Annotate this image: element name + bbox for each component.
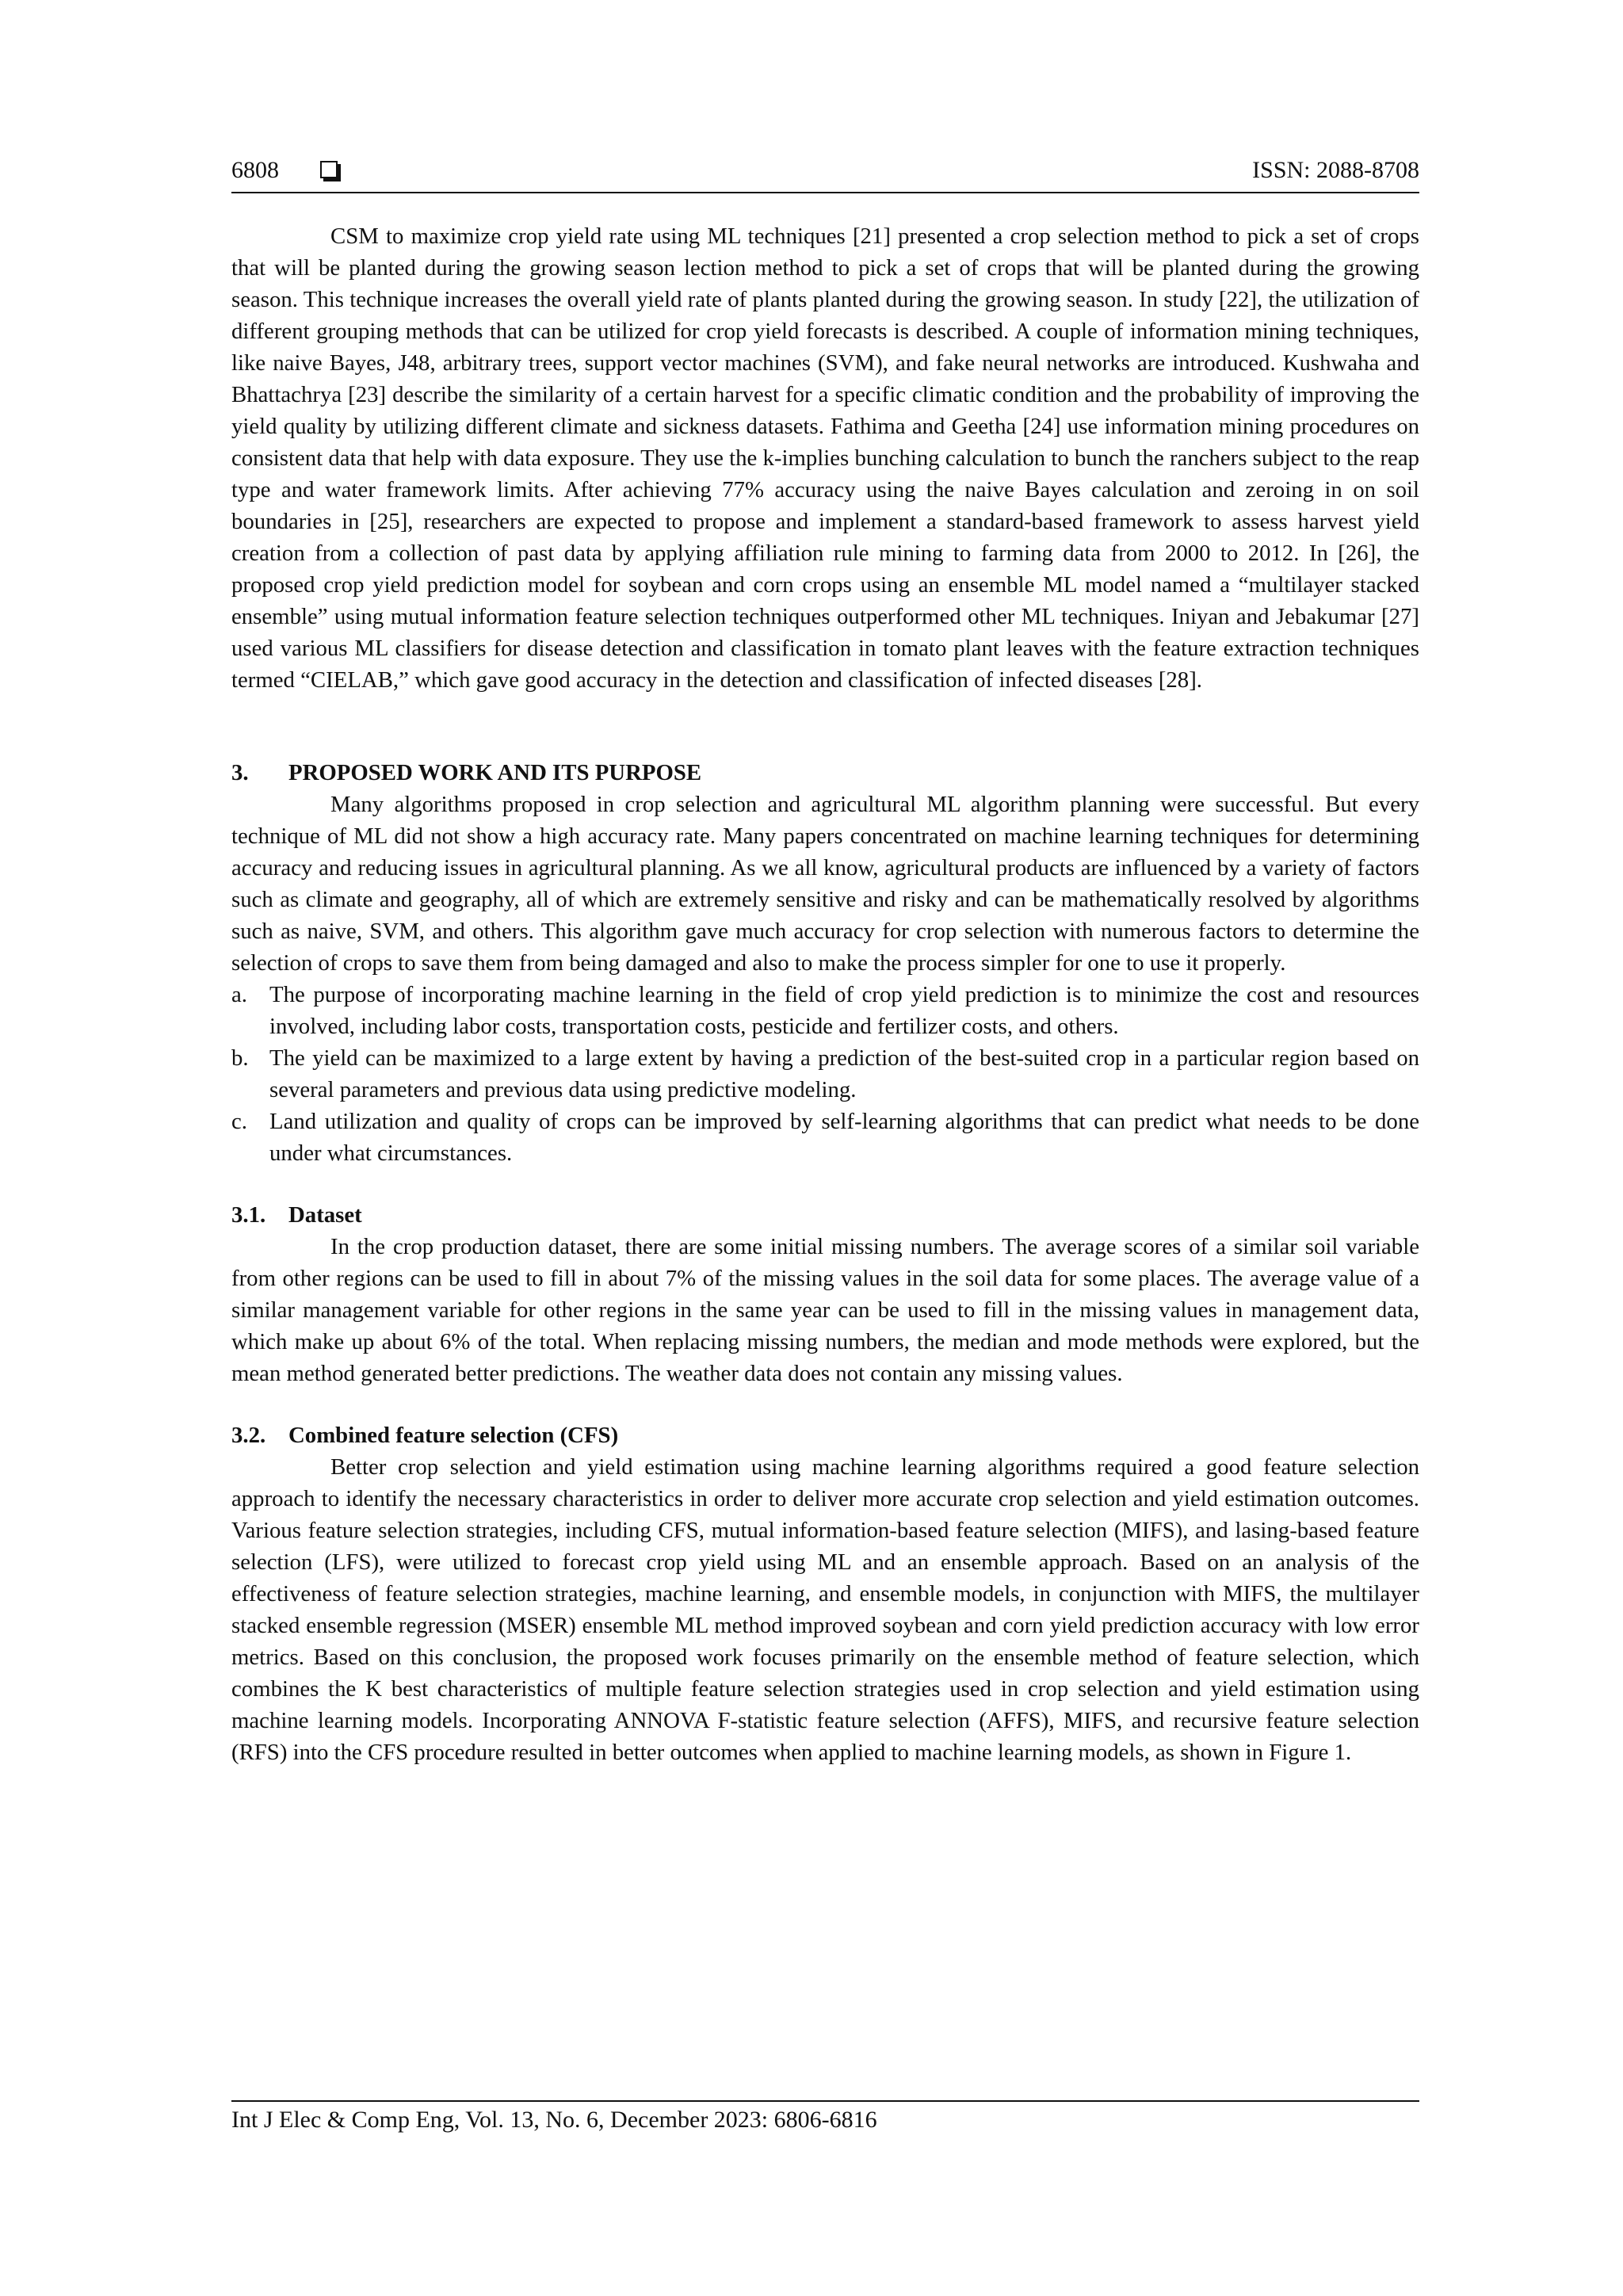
list-item-text: Land utilization and quality of crops can be improved by self-learning algorithms that can predict what needs to be done under what circumstances. xyxy=(269,1109,1419,1166)
section-3-1-heading xyxy=(231,1199,1419,1231)
square-bullet-icon xyxy=(320,161,338,178)
section-3-heading xyxy=(231,757,1419,789)
purpose-list xyxy=(231,979,1419,1169)
section-3-2-title: Combined feature selection (CFS) xyxy=(288,1423,619,1448)
page-header xyxy=(231,154,1419,193)
section-3-1-number: 3.1. xyxy=(231,1202,266,1228)
section-3-2-number: 3.2. xyxy=(231,1423,266,1448)
list-item xyxy=(231,1042,1419,1106)
section-3-2-paragraph: Better crop selection and yield estimation using machine learning algorithms required a good feature selection approach to identify the necessary characteristics in order to deliver more accurate crop selection and yield estimation outcomes. Various feature selection strategies, including CFS, mutual information-based feature selection (MIFS), and lasing-based feature selection (LFS), were utilized to forecast crop yield using ML and an ensemble approach. Based on an analysis of the effectiveness of feature selection strategies, machine learning, and ensemble models, in conjunction with MIFS, the multilayer stacked ensemble regression (MSER) ensemble ML method improved soybean and corn yield prediction accuracy with low error metrics. Based on this conclusion, the proposed work focuses primarily on the ensemble method of feature selection, which combines the K best characteristics of multiple feature selection strategies used in crop selection and yield estimation using machine learning models. Incorporating ANNOVA F-statistic feature selection (AFFS), MIFS, and recursive feature selection (RFS) into the CFS procedure resulted in better outcomes when applied to machine learning models, as shown in Figure 1. xyxy=(231,1454,1419,1765)
page-footer xyxy=(231,2100,1419,2134)
list-item xyxy=(231,1106,1419,1169)
intro-paragraph: CSM to maximize crop yield rate using ML techniques [21] presented a crop selection method to pick a set of crops that will be planted during the growing season lection method to pick a set of crops that will be planted during the growing season. This technique increases the overall yield rate of plants planted during the growing season. In study [22], the utilization of different grouping methods that can be utilized for crop yield forecasts is described. A couple of information mining techniques, like naive Bayes, J48, arbitrary trees, support vector machines (SVM), and fake neural networks are introduced. Kushwaha and Bhattachrya [23] describe the similarity of a certain harvest for a specific climatic condition and the probability of improving the yield quality by utilizing different climate and sickness datasets. Fathima and Geetha [24] use information mining procedures on consistent data that help with data exposure. They use the k-implies bunching calculation to bunch the ranchers subject to the reap type and water framework limits. After achieving 77% accuracy using the naive Bayes calculation and zeroing in on soil boundaries in [25], researchers are expected to propose and implement a standard-based framework to assess harvest yield creation from a collection of past data by applying affiliation rule mining to farming data from 2000 to 2012. In [26], the proposed crop yield prediction model for soybean and corn crops using an ensemble ML model named a “multilayer stacked ensemble” using mutual information feature selection techniques outperformed other ML techniques. Iniyan and Jebakumar [27] used various ML classifiers for disease detection and classification in tomato plant leaves with the feature extraction techniques termed “CIELAB,” which gave good accuracy in the detection and classification of infected diseases [28]. xyxy=(231,223,1419,693)
section-3-number: 3. xyxy=(231,760,249,785)
list-item-marker: a. xyxy=(231,982,247,1007)
section-3-paragraph: Many algorithms proposed in crop selection and agricultural ML algorithm planning were successful. But every technique of ML did not show a high accuracy rate. Many papers concentrated on machine learning techniques for determining accuracy and reducing issues in agricultural planning. As we all know, agricultural products are influenced by a variety of factors such as climate and geography, all of which are extremely sensitive and risky and can be mathematically resolved by algorithms such as naive, SVM, and others. This algorithm gave much accuracy for crop selection with numerous factors to determine the selection of crops to save them from being damaged and also to make the process simpler for one to use it properly. xyxy=(231,792,1419,976)
page-number: 6808 xyxy=(231,157,279,183)
list-item-marker: c. xyxy=(231,1109,247,1134)
list-item xyxy=(231,979,1419,1042)
list-item-marker: b. xyxy=(231,1045,249,1071)
issn-label: ISSN: 2088-8708 xyxy=(1252,157,1419,183)
journal-citation: Int J Elec & Comp Eng, Vol. 13, No. 6, December 2023: 6806-6816 xyxy=(231,2107,877,2133)
section-3-1-title: Dataset xyxy=(288,1202,362,1228)
section-3-title: PROPOSED WORK AND ITS PURPOSE xyxy=(288,760,702,785)
list-item-text: The purpose of incorporating machine learning in the field of crop yield prediction is to minimize the cost and resources involved, including labor costs, transportation costs, pesticide and fertilizer costs, and others. xyxy=(269,982,1419,1039)
list-item-text: The yield can be maximized to a large extent by having a prediction of the best-suited crop in a particular region based on several parameters and previous data using predictive modeling. xyxy=(269,1045,1419,1102)
section-3-1-paragraph: In the crop production dataset, there are some initial missing numbers. The average scores of a similar soil variable from other regions can be used to fill in about 7% of the missing values in the soil data for some places. The average value of a similar management variable for other regions in the same year can be used to fill in the missing values in management data, which make up about 6% of the total. When replacing missing numbers, the median and mode methods were explored, but the mean method generated better predictions. The weather data does not contain any missing values. xyxy=(231,1234,1419,1386)
section-3-2-heading xyxy=(231,1419,1419,1451)
page-body xyxy=(231,220,1419,1768)
